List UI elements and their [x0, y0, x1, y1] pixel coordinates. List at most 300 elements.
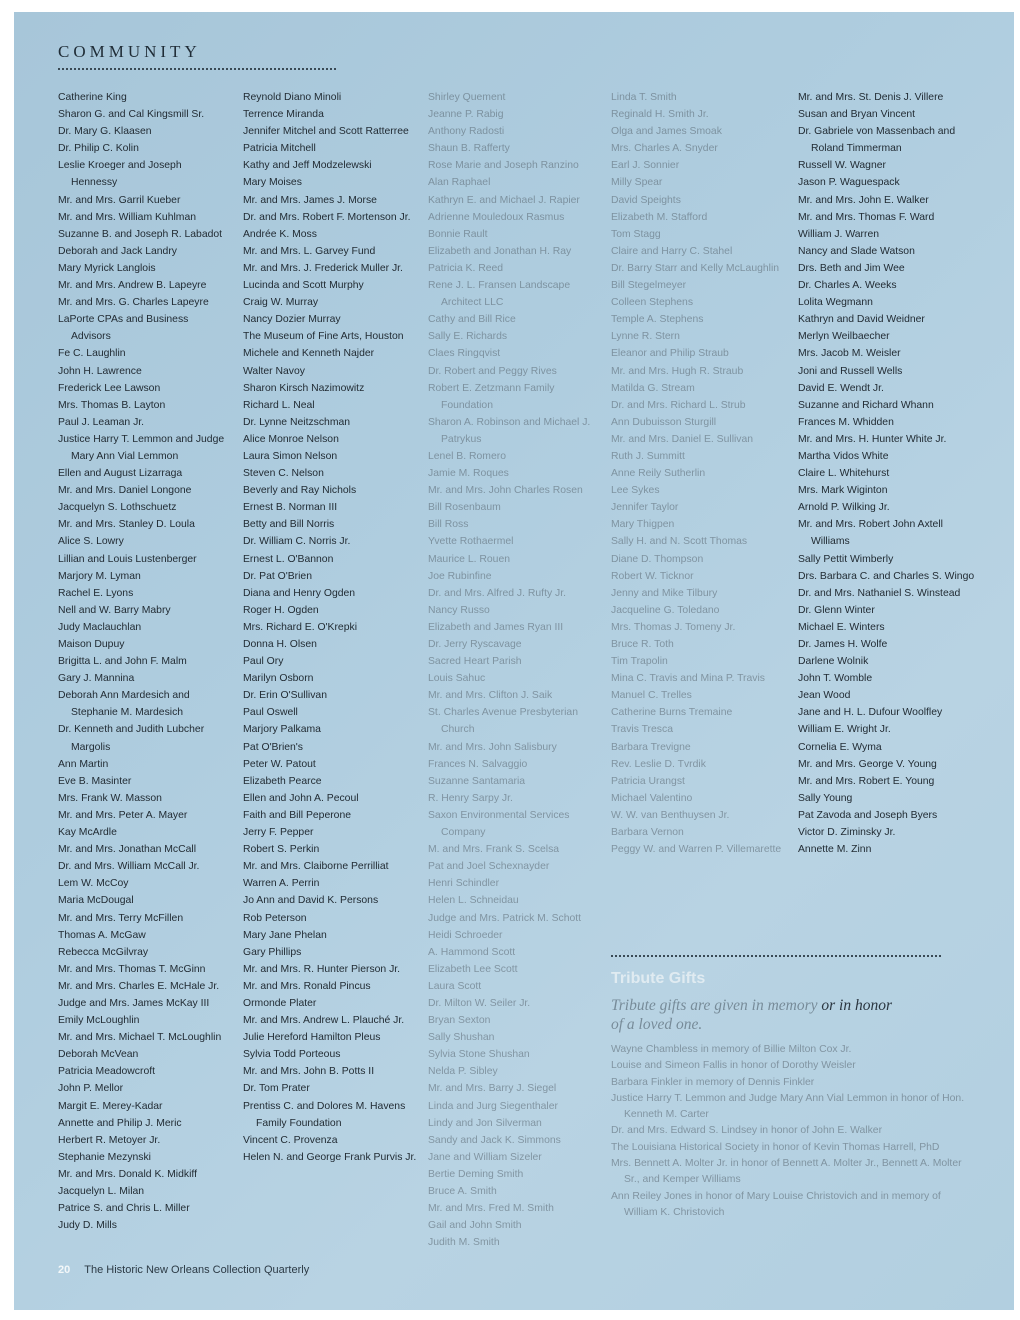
donor-name: Mr. and Mrs. John Charles Rosen	[428, 485, 583, 497]
donor-name: Robert E. Zetzmann Family Foundation	[428, 382, 555, 411]
donor-name: Reynold Diano Minoli	[243, 92, 342, 103]
donor-name: Lucinda and Scott Murphy	[243, 280, 364, 292]
donor-name: Jason P. Waguespack	[798, 177, 900, 189]
donor-name: Sharon G. and Cal Kingsmill Sr.	[58, 109, 205, 121]
tribute-entry: Wayne Chambless in memory of Billie Milton Cox Jr.	[611, 1044, 852, 1055]
donor-name: Mr. and Mrs. Clifton J. Saik	[428, 690, 553, 702]
donor-name: Annette M. Zinn	[798, 844, 872, 856]
donor-name: Rose Marie and Joseph Ranzino	[428, 160, 579, 172]
donor-name: Joni and Russell Wells	[798, 365, 903, 377]
donor-name: Mr. and Mrs. Garril Kueber	[58, 194, 181, 206]
donor-name: Linda and Jurg Siegenthaler	[428, 1100, 558, 1112]
donor-name: Dr. and Mrs. Richard L. Strub	[611, 399, 746, 411]
donor-name: Barbara Trevigne	[611, 741, 691, 753]
donor-name: Kathy and Jeff Modzelewski	[243, 160, 372, 172]
donor-name: Beverly and Ray Nichols	[243, 485, 357, 497]
donor-name: Yvette Rothaermel	[428, 536, 514, 548]
tribute-entry: The Louisiana Historical Society in honor of Kevin Thomas Harrell, PhD	[611, 1141, 940, 1153]
donor-name: Jennifer Mitchel and Scott Ratterree	[243, 126, 409, 138]
donor-name: Bruce R. Toth	[611, 639, 674, 650]
donor-name: Cornelia E. Wyma	[798, 741, 882, 753]
donor-name: Mr. and Mrs. Daniel Longone	[58, 485, 192, 497]
donor-name: Suzanne and Richard Whann	[798, 399, 934, 411]
donor-name: Patricia Meadowcroft	[58, 1066, 156, 1078]
donor-name: Ernest B. Norman III	[243, 502, 338, 514]
donor-name: Sylvia Stone Shushan	[428, 1049, 530, 1061]
donor-name: Mr. and Mrs. Stanley D. Loula	[58, 519, 195, 531]
donor-name: Barbara Vernon	[611, 827, 684, 839]
donor-name: Dr. and Mrs. Nathaniel S. Winstead	[798, 587, 961, 599]
donor-name: Jacqueline G. Toledano	[611, 604, 720, 616]
donor-name: Lynne R. Stern	[611, 331, 680, 343]
tribute-list	[611, 1042, 971, 1221]
donor-name: Laura Scott	[428, 980, 482, 992]
donor-name: Gary Phillips	[243, 946, 302, 958]
donor-name: Pat Zavoda and Joseph Byers	[798, 809, 938, 821]
donor-name: David Speights	[611, 194, 681, 206]
donor-name: Jane and H. L. Dufour Woolfley	[798, 707, 943, 719]
donor-name: Mr. and Mrs. Robert John Axtell Williams	[798, 519, 943, 548]
donor-name: Mr. and Mrs. G. Charles Lapeyre	[58, 297, 209, 309]
donor-name: William J. Warren	[798, 228, 880, 240]
donor-name: John T. Womble	[798, 673, 873, 685]
donor-name: Brigitta L. and John F. Malm	[58, 656, 187, 668]
donor-name: Mrs. Richard E. O'Krepki	[243, 621, 357, 633]
donor-name: Andrée K. Moss	[243, 228, 317, 240]
tribute-subtitle-faded: Tribute gifts are given in memory	[611, 997, 818, 1014]
donor-name: Dr. Milton W. Seiler Jr.	[428, 997, 531, 1009]
title-dotted-rule	[58, 68, 336, 70]
donor-name: Temple A. Stephens	[611, 314, 704, 326]
donor-name: Nancy Dozier Murray	[243, 314, 341, 326]
donor-name: Prentiss C. and Dolores M. Havens Family Foundation	[243, 1100, 406, 1129]
donor-name: Adrienne Mouledoux Rasmus	[428, 211, 565, 223]
donor-name: Dr. and Mrs. Robert F. Mortenson Jr.	[243, 211, 411, 223]
donor-name: Mr. and Mrs. George V. Young	[798, 758, 937, 770]
donor-name: Marjory Palkama	[243, 724, 321, 736]
donor-name: Michael E. Winters	[798, 621, 885, 633]
donor-name: Diana and Henry Ogden	[243, 587, 356, 599]
donor-name: Jean Wood	[798, 690, 851, 702]
donor-name: Mr. and Mrs. Peter A. Mayer	[58, 809, 188, 821]
donor-name: The Museum of Fine Arts, Houston	[243, 331, 404, 343]
donor-name: Dr. Glenn Winter	[798, 604, 875, 616]
donor-name: Deborah and Jack Landry	[58, 245, 177, 257]
donor-name: Linda T. Smith	[611, 92, 677, 103]
donor-name: Mr. and Mrs. St. Denis J. Villere	[798, 92, 944, 103]
donor-name: Dr. Philip C. Kolin	[58, 143, 139, 155]
page-footer	[58, 1264, 309, 1276]
donor-name: Judge and Mrs. James McKay III	[58, 997, 210, 1009]
donor-name: Marjory M. Lyman	[58, 570, 141, 582]
donor-name: Jerry F. Pepper	[243, 827, 314, 839]
donor-name: Bonnie Rault	[428, 228, 488, 240]
donor-name: Merlyn Weilbaecher	[798, 331, 890, 343]
donor-name: Terrence Miranda	[243, 109, 324, 121]
donor-name: Lee Sykes	[611, 485, 660, 497]
donor-name: Sally H. and N. Scott Thomas	[611, 536, 748, 548]
publication-name: The Historic New Orleans Collection Quarterly	[84, 1264, 310, 1276]
donor-name: Paul J. Leaman Jr.	[58, 416, 145, 428]
tribute-subtitle-rest: or in honor	[817, 997, 893, 1014]
donor-name: Cathy and Bill Rice	[428, 314, 516, 326]
donor-name: Dr. Robert and Peggy Rives	[428, 365, 557, 377]
donor-name: W. W. van Benthuysen Jr.	[611, 809, 730, 821]
donor-name: Mr. and Mrs. Claiborne Perrilliat	[243, 861, 389, 873]
donor-name: Helen L. Schneidau	[428, 895, 519, 907]
donor-name: Sylvia Todd Porteous	[243, 1049, 341, 1061]
donor-name: Sharon A. Robinson and Michael J. Patrykus	[428, 416, 591, 445]
donor-name: Heidi Schroeder	[428, 929, 503, 941]
donor-name: Arnold P. Wilking Jr.	[798, 502, 890, 514]
donor-name: Elizabeth and James Ryan III	[428, 621, 564, 633]
donor-name: Diane D. Thompson	[611, 553, 704, 565]
donor-name: Bill Rosenbaum	[428, 502, 501, 514]
donor-name: Jeanne P. Rabig	[428, 109, 504, 121]
donor-name: Darlene Wolnik	[798, 656, 869, 668]
donor-name: Tim Trapolin	[611, 656, 668, 668]
tribute-entry: Dr. and Mrs. Edward S. Lindsey in honor of John E. Walker	[611, 1125, 883, 1137]
donor-name: Eve B. Masinter	[58, 775, 132, 787]
donor-name: Patricia Urangst	[611, 775, 685, 787]
donor-name: Jo Ann and David K. Persons	[243, 895, 379, 907]
donor-name: Drs. Barbara C. and Charles S. Wingo	[798, 570, 975, 582]
donor-name: Mrs. Mark Wiginton	[798, 485, 888, 497]
donor-name: Sally E. Richards	[428, 331, 508, 343]
donor-column-5	[798, 89, 976, 858]
donor-name: Kathryn E. and Michael J. Rapier	[428, 194, 580, 206]
tribute-entry: Mrs. Bennett A. Molter Jr. in honor of Bennett A. Molter Jr., Bennett A. Molter Sr., and Kemper Williams	[611, 1158, 962, 1186]
tribute-heading: Tribute Gifts	[611, 970, 706, 987]
donor-name: Claire and Harry C. Stahel	[611, 245, 733, 257]
donor-name: Mary Moises	[243, 177, 302, 189]
tribute-dotted-rule	[611, 955, 941, 957]
donor-name: Suzanne B. and Joseph R. Labadot	[58, 228, 223, 240]
donor-name: Alan Raphael	[428, 177, 491, 189]
donor-name: Elizabeth and Jonathan H. Ray	[428, 245, 572, 257]
donor-name: Eleanor and Philip Straub	[611, 348, 729, 360]
donor-name: Mrs. Thomas B. Layton	[58, 399, 166, 411]
tribute-subtitle	[611, 996, 941, 1034]
donor-name: Betty and Bill Norris	[243, 519, 335, 531]
donor-name: Walter Navoy	[243, 365, 305, 377]
donor-name: Bill Stegelmeyer	[611, 280, 687, 292]
donor-name: Elizabeth Lee Scott	[428, 963, 518, 975]
donor-name: Peter W. Patout	[243, 758, 316, 770]
donor-name: Bryan Sexton	[428, 1015, 491, 1027]
donor-name: Saxon Environmental Services Company	[428, 809, 570, 839]
donor-name: Russell W. Wagner	[798, 160, 886, 172]
donor-name: Marilyn Osborn	[243, 673, 314, 685]
donor-name: Mr. and Mrs. William Kuhlman	[58, 211, 196, 223]
donor-name: Dr. Erin O'Sullivan	[243, 690, 327, 702]
donor-name: M. and Mrs. Frank S. Scelsa	[428, 844, 560, 856]
donor-name: Kathryn and David Weidner	[798, 314, 925, 326]
donor-name: Mr. and Mrs. John B. Potts II	[243, 1066, 375, 1078]
donor-name: Peggy W. and Warren P. Villemarette	[611, 844, 782, 856]
donor-name: Henri Schindler	[428, 878, 500, 890]
donor-name: Judith M. Smith	[428, 1237, 500, 1249]
donor-name: Thomas A. McGaw	[58, 929, 146, 941]
donor-name: Ormonde Plater	[243, 997, 317, 1009]
tribute-entry: Barbara Finkler in memory of Dennis Finkler	[611, 1076, 815, 1088]
donor-name: Matilda G. Stream	[611, 382, 695, 394]
donor-name: Mr. and Mrs. Thomas T. McGinn	[58, 963, 206, 975]
donor-name: John P. Mellor	[58, 1083, 124, 1095]
donor-name: David E. Wendt Jr.	[798, 382, 884, 394]
donor-name: Judy Maclauchlan	[58, 621, 142, 633]
donor-name: Martha Vidos White	[798, 450, 889, 462]
donor-name: LaPorte CPAs and Business Advisors	[58, 314, 189, 343]
donor-name: Rob Peterson	[243, 912, 307, 924]
donor-name: St. Charles Avenue Presbyterian Church	[428, 707, 578, 736]
donor-name: Mrs. Charles A. Snyder	[611, 143, 718, 155]
donor-name: Fe C. Laughlin	[58, 348, 126, 360]
donor-name: Jenny and Mike Tilbury	[611, 587, 718, 599]
donor-name: Roger H. Ogden	[243, 604, 319, 616]
donor-name: Lenel B. Romero	[428, 450, 506, 462]
donor-name: Mr. and Mrs. Barry J. Siegel	[428, 1083, 557, 1095]
donor-name: Jane and William Sizeler	[428, 1151, 542, 1163]
donor-name: Mr. and Mrs. James J. Morse	[243, 194, 377, 206]
donor-name: Mary Thigpen	[611, 519, 675, 531]
donor-name: Suzanne Santamaria	[428, 775, 526, 787]
donor-name: Sally Pettit Wimberly	[798, 553, 894, 565]
donor-name: Mr. and Mrs. John Salisbury	[428, 741, 557, 753]
donor-column-2	[243, 89, 421, 1166]
donor-name: Sharon Kirsch Nazimowitz	[243, 382, 365, 394]
donor-name: Mrs. Thomas J. Tomeny Jr.	[611, 621, 736, 633]
donor-name: Helen N. and George Frank Purvis Jr.	[243, 1151, 417, 1163]
tribute-entry: Justice Harry T. Lemmon and Judge Mary Ann Vial Lemmon in honor of Hon. Kenneth M. Carter	[611, 1092, 965, 1121]
tribute-entry: Ann Reiley Jones in honor of Mary Louise Christovich and in memory of William K. Christovich	[611, 1190, 941, 1218]
donor-name: Mr. and Mrs. Andrew L. Plauché Jr.	[243, 1015, 405, 1027]
donor-name: Bruce A. Smith	[428, 1186, 497, 1197]
donor-name: Maison Dupuy	[58, 639, 125, 650]
donor-name: Elizabeth M. Stafford	[611, 211, 708, 223]
donor-name: Richard L. Neal	[243, 399, 315, 411]
donor-name: Ann Martin	[58, 758, 109, 770]
donor-name: Joe Rubinfine	[428, 570, 492, 582]
donor-name: Rebecca McGilvray	[58, 946, 149, 958]
donor-name: Victor D. Ziminsky Jr.	[798, 827, 896, 839]
donor-name: Pat O'Brien's	[243, 741, 303, 753]
donor-name: Herbert R. Metoyer Jr.	[58, 1134, 161, 1146]
donor-name: Catherine King	[58, 92, 127, 103]
donor-name: Frederick Lee Lawson	[58, 382, 161, 394]
donor-name: Sally Shushan	[428, 1032, 495, 1044]
donor-name: Mr. and Mrs. Jonathan McCall	[58, 844, 197, 856]
donor-name: Bill Ross	[428, 519, 469, 531]
donor-name: Lem W. McCoy	[58, 878, 129, 890]
donor-name: Michael Valentino	[611, 792, 693, 804]
donor-name: Mary Jane Phelan	[243, 929, 327, 941]
donor-name: Frances M. Whidden	[798, 416, 894, 428]
donor-name: Robert S. Perkin	[243, 844, 320, 856]
donor-column-1	[58, 89, 228, 1234]
donor-name: Dr. Lynne Neitzschman	[243, 416, 351, 428]
donor-name: Justice Harry T. Lemmon and Judge Mary Ann Vial Lemmon	[58, 433, 225, 462]
donor-name: Dr. Jerry Ryscavage	[428, 639, 522, 650]
donor-name: Pat and Joel Schexnayder	[428, 861, 550, 873]
donor-name: Mr. and Mrs. Robert E. Young	[798, 775, 935, 787]
donor-name: Lindy and Jon Silverman	[428, 1117, 542, 1129]
donor-name: Mr. and Mrs. J. Frederick Muller Jr.	[243, 262, 403, 274]
donor-name: Leslie Kroeger and Joseph Hennessy	[58, 160, 182, 189]
donor-name: Mr. and Mrs. Thomas F. Ward	[798, 211, 935, 223]
donor-name: A. Hammond Scott	[428, 946, 516, 958]
donor-name: Dr. Mary G. Klaasen	[58, 126, 152, 138]
donor-name: Dr. Gabriele von Massenbach and Roland Timmerman	[798, 126, 956, 155]
donor-name: Mr. and Mrs. Andrew B. Lapeyre	[58, 280, 207, 292]
donor-name: Mina C. Travis and Mina P. Travis	[611, 673, 765, 685]
donor-name: Nancy and Slade Watson	[798, 245, 915, 257]
donor-name: Warren A. Perrin	[243, 878, 320, 890]
donor-name: Claes Ringqvist	[428, 348, 501, 360]
donor-name: Mr. and Mrs. John E. Walker	[798, 194, 929, 206]
donor-name: Alice S. Lowry	[58, 536, 124, 548]
donor-name: Ruth J. Summitt	[611, 450, 685, 462]
donor-name: Mr. and Mrs. Hugh R. Straub	[611, 365, 744, 377]
donor-name: Deborah Ann Mardesich and Stephanie M. Mardesich	[58, 690, 190, 719]
donor-name: Dr. and Mrs. William McCall Jr.	[58, 861, 200, 873]
donor-name: Tom Stagg	[611, 228, 661, 240]
donor-name: Faith and Bill Peperone	[243, 809, 352, 821]
donor-name: R. Henry Sarpy Jr.	[428, 792, 513, 804]
donor-name: Mr. and Mrs. Michael T. McLoughlin	[58, 1032, 222, 1044]
donor-name: Mr. and Mrs. L. Garvey Fund	[243, 245, 376, 257]
donor-name: Steven C. Nelson	[243, 468, 324, 480]
donor-name: Dr. James H. Wolfe	[798, 639, 888, 650]
donor-name: Rev. Leslie D. Tvrdik	[611, 758, 706, 770]
donor-column-4	[611, 89, 789, 858]
donor-name: Alice Monroe Nelson	[243, 433, 339, 445]
donor-name: Anthony Radosti	[428, 126, 505, 138]
donor-name: Paul Ory	[243, 656, 284, 668]
donor-name: Colleen Stephens	[611, 297, 694, 309]
tribute-subtitle-line2: of a loved one.	[611, 1016, 703, 1033]
donor-name: Mr. and Mrs. Charles E. McHale Jr.	[58, 980, 220, 992]
donor-name: Drs. Beth and Jim Wee	[798, 262, 905, 274]
magazine-page	[14, 12, 1014, 1310]
donor-name: Manuel C. Trelles	[611, 690, 692, 702]
donor-name: Jacquelyn S. Lothschuetz	[58, 502, 177, 514]
donor-name: Louis Sahuc	[428, 673, 486, 685]
donor-name: William E. Wright Jr.	[798, 724, 891, 736]
donor-name: Reginald H. Smith Jr.	[611, 109, 709, 121]
donor-name: Ernest L. O'Bannon	[243, 553, 334, 565]
donor-name: Emily McLoughlin	[58, 1015, 140, 1027]
donor-name: Elizabeth Pearce	[243, 775, 322, 787]
donor-name: Mr. and Mrs. Donald K. Midkiff	[58, 1168, 197, 1180]
donor-name: Dr. and Mrs. Alfred J. Rufty Jr.	[428, 587, 567, 599]
donor-name: Patricia K. Reed	[428, 262, 504, 274]
donor-name: Mary Myrick Langlois	[58, 262, 156, 274]
donor-name: Nell and W. Barry Mabry	[58, 604, 171, 616]
donor-name: Jennifer Taylor	[611, 502, 679, 514]
donor-name: Catherine Burns Tremaine	[611, 707, 733, 719]
donor-name: Milly Spear	[611, 177, 663, 189]
donor-name: Mr. and Mrs. Fred M. Smith	[428, 1203, 554, 1215]
donor-name: Jacquelyn L. Milan	[58, 1186, 145, 1197]
donor-name: Nelda P. Sibley	[428, 1066, 498, 1078]
donor-name: Gary J. Mannina	[58, 673, 135, 685]
donor-name: Maria McDougal	[58, 895, 134, 907]
section-title: COMMUNITY	[58, 42, 201, 61]
donor-name: Mrs. Jacob M. Weisler	[798, 348, 901, 360]
donor-name: Travis Tresca	[611, 724, 673, 736]
donor-name: Susan and Bryan Vincent	[798, 109, 916, 121]
donor-name: Rachel E. Lyons	[58, 587, 134, 599]
donor-name: Dr. William C. Norris Jr.	[243, 536, 351, 548]
donor-name: Lolita Wegmann	[798, 297, 873, 309]
donor-name: Bertie Deming Smith	[428, 1168, 524, 1180]
donor-name: Vincent C. Provenza	[243, 1134, 338, 1146]
donor-name: Robert W. Ticknor	[611, 570, 694, 582]
donor-name: Margit E. Merey-Kadar	[58, 1100, 163, 1112]
donor-name: Craig W. Murray	[243, 297, 319, 309]
donor-name: Mr. and Mrs. H. Hunter White Jr.	[798, 433, 947, 445]
donor-name: Anne Reily Sutherlin	[611, 468, 706, 480]
donor-name: Dr. Pat O'Brien	[243, 570, 312, 582]
donor-name: Nancy Russo	[428, 604, 490, 616]
donor-name: Judge and Mrs. Patrick M. Schott	[428, 912, 582, 924]
donor-name: Rene J. L. Fransen Landscape Architect LLC	[428, 280, 571, 309]
donor-name: Mrs. Frank W. Masson	[58, 792, 162, 804]
donor-name: Julie Hereford Hamilton Pleus	[243, 1032, 381, 1044]
donor-name: Donna H. Olsen	[243, 639, 317, 650]
tribute-entry: Louise and Simeon Fallis in honor of Dorothy Weisler	[611, 1060, 856, 1072]
donor-name: Lillian and Louis Lustenberger	[58, 553, 197, 565]
page-number: 20	[58, 1264, 71, 1276]
donor-name: Patricia Mitchell	[243, 143, 316, 155]
donor-name: Ellen and August Lizarraga	[58, 468, 183, 480]
donor-name: Mr. and Mrs. Ronald Pincus	[243, 980, 371, 992]
donor-name: Earl J. Sonnier	[611, 160, 680, 172]
donor-name: Jamie M. Roques	[428, 468, 509, 480]
donor-name: Claire L. Whitehurst	[798, 468, 890, 480]
donor-name: Gail and John Smith	[428, 1220, 522, 1232]
donor-name: Mr. and Mrs. Daniel E. Sullivan	[611, 433, 754, 445]
donor-name: Kay McArdle	[58, 827, 117, 839]
donor-name: Deborah McVean	[58, 1049, 139, 1061]
donor-name: Frances N. Salvaggio	[428, 758, 528, 770]
donor-name: Dr. Barry Starr and Kelly McLaughlin	[611, 262, 780, 274]
donor-name: Ann Dubuisson Sturgill	[611, 416, 717, 428]
donor-name: Michele and Kenneth Najder	[243, 348, 375, 360]
donor-name: John H. Lawrence	[58, 365, 142, 377]
donor-name: Stephanie Mezynski	[58, 1151, 151, 1163]
donor-name: Patrice S. and Chris L. Miller	[58, 1203, 190, 1215]
donor-name: Mr. and Mrs. R. Hunter Pierson Jr.	[243, 963, 401, 975]
donor-name: Judy D. Mills	[58, 1220, 117, 1232]
donor-name: Shirley Quement	[428, 92, 506, 103]
donor-name: Paul Oswell	[243, 707, 298, 719]
donor-name: Shaun B. Rafferty	[428, 143, 510, 155]
donor-column-3	[428, 89, 600, 1251]
donor-name: Sacred Heart Parish	[428, 656, 522, 668]
donor-name: Dr. Kenneth and Judith Lubcher Margolis	[58, 724, 205, 753]
donor-name: Laura Simon Nelson	[243, 450, 338, 462]
donor-name: Sally Young	[798, 792, 853, 804]
donor-name: Maurice L. Rouen	[428, 553, 511, 565]
donor-name: Olga and James Smoak	[611, 126, 722, 138]
donor-name: Ellen and John A. Pecoul	[243, 792, 359, 804]
donor-name: Sandy and Jack K. Simmons	[428, 1134, 561, 1146]
donor-name: Dr. Tom Prater	[243, 1083, 310, 1095]
donor-name: Dr. Charles A. Weeks	[798, 280, 897, 292]
donor-name: Annette and Philip J. Meric	[58, 1117, 182, 1129]
